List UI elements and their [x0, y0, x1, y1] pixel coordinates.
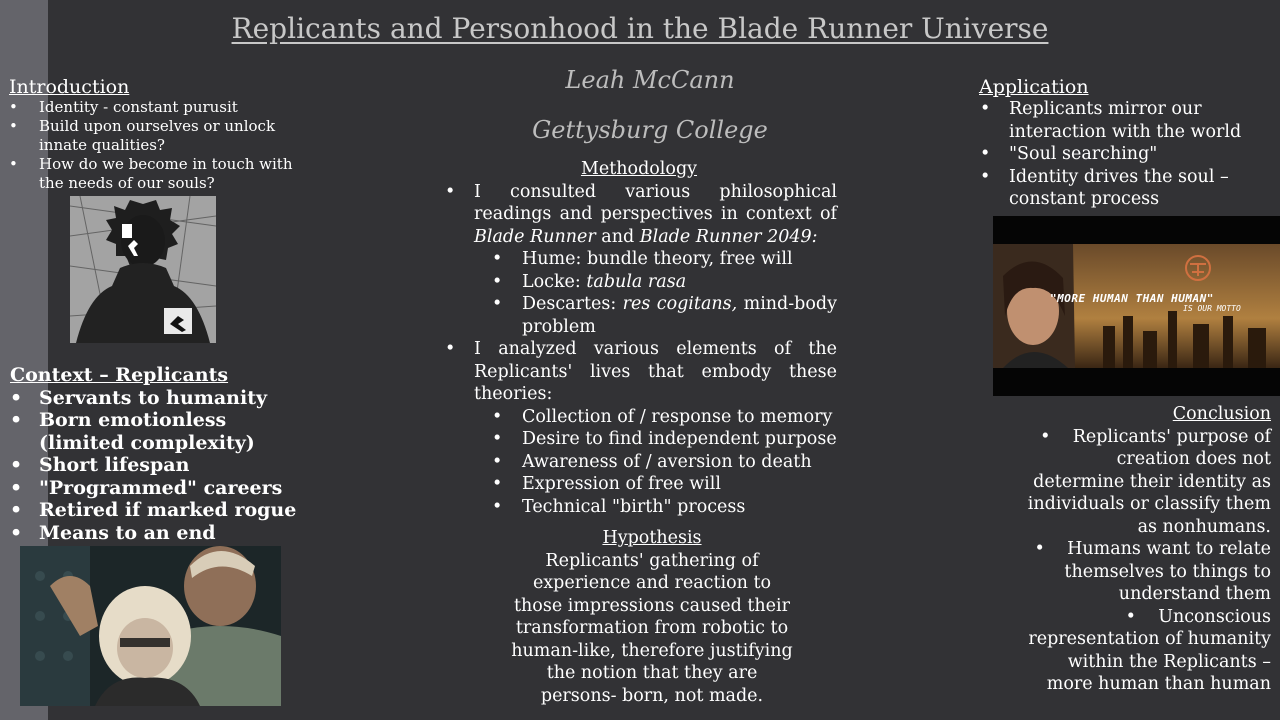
- list-item: • Identity drives the soul – constant process: [979, 166, 1269, 211]
- list-item: [441, 338, 837, 518]
- conclusion-section: [1020, 403, 1271, 696]
- conclusion-text: Humans want to relate themselves to things to understand them: [1064, 539, 1271, 604]
- application-list: [979, 98, 1269, 211]
- list-item: • Servants to humanity: [10, 387, 310, 410]
- application-film-still: [993, 216, 1280, 396]
- list-item: • Awareness of / aversion to death: [441, 451, 837, 474]
- context-heading: Context – Replicants: [10, 364, 229, 386]
- latin-term: tabula rasa: [586, 271, 687, 292]
- method-text: Locke:: [522, 271, 587, 292]
- method-text: mind-body problem: [522, 294, 838, 337]
- hypothesis-text: Replicants' gathering of experience and reaction to those impressions caused their transformation from robotic to human-like, therefore justifying the notion that they are persons- born, not made.: [511, 550, 793, 706]
- introduction-list: [9, 98, 299, 193]
- method-text: I analyzed various elements of the Replicants' lives that embody these theories:: [474, 339, 837, 404]
- methodology-section: [441, 158, 837, 518]
- list-item: • Collection of / response to memory: [441, 406, 837, 429]
- list-item: • How do we become in touch with the needs of our souls?: [9, 155, 299, 193]
- conclusion-heading: Conclusion: [1172, 404, 1271, 424]
- methodology-heading: Methodology: [580, 159, 698, 179]
- list-item: • Hume: bundle theory, free will: [441, 248, 837, 271]
- list-item: • Replicants mirror our interaction with the world: [979, 98, 1269, 143]
- author-name: Leah McCann: [565, 66, 735, 94]
- list-item: [441, 181, 837, 339]
- film-title: Blade Runner 2049:: [639, 226, 818, 247]
- list-item: • "Soul searching": [979, 143, 1269, 166]
- methodology-list: [441, 181, 837, 519]
- application-section: [979, 76, 1269, 211]
- method-text: and: [595, 226, 640, 247]
- list-item: • Build upon ourselves or unlock innate qualities?: [9, 117, 299, 155]
- intro-illustration: [70, 196, 216, 343]
- introduction-heading: Introduction: [9, 76, 130, 98]
- method-text: Descartes:: [522, 294, 623, 314]
- conclusion-text: Replicants' purpose of creation does not determine their identity as individuals or classify them as nonhumans.: [1027, 426, 1271, 537]
- elements-list: [474, 406, 837, 519]
- list-item: [441, 293, 837, 338]
- affiliation: Gettysburg College: [532, 116, 768, 144]
- hypothesis-section: [510, 527, 794, 707]
- conclusion-text: Unconscious representation of humanity within the Replicants – more human than human: [1028, 606, 1271, 694]
- list-item: • Desire to find independent purpose: [441, 428, 837, 451]
- list-item: • "Programmed" careers: [10, 477, 310, 500]
- list-item: • Technical "birth" process: [441, 496, 837, 519]
- list-item: [441, 271, 837, 294]
- introduction-section: [9, 76, 299, 193]
- latin-term: res cogitans,: [622, 294, 738, 314]
- philosophers-list: [474, 248, 837, 338]
- hypothesis-heading: Hypothesis: [602, 528, 702, 548]
- application-heading: Application: [979, 76, 1089, 98]
- list-item: • Means to an end: [10, 522, 310, 545]
- list-item: • Short lifespan: [10, 454, 310, 477]
- context-section: [10, 364, 310, 544]
- film-caption-main: "MORE HUMAN THAN HUMAN": [1050, 292, 1214, 305]
- conclusion-item: • Humans want to relate themselves to things to understand them: [1034, 539, 1271, 604]
- context-list: [10, 387, 310, 545]
- list-item: • Identity - constant purusit: [9, 98, 299, 117]
- method-text: I consulted various philosophical readings and perspectives in context of: [474, 181, 837, 224]
- list-item: • Expression of free will: [441, 473, 837, 496]
- conclusion-item: • Replicants' purpose of creation does not determine their identity as individuals or classify them as nonhumans.: [1027, 426, 1271, 537]
- poster-title: Replicants and Personhood in the Blade Runner Universe: [231, 12, 1049, 45]
- list-item: • Retired if marked rogue: [10, 499, 310, 522]
- film-caption-sub: IS OUR MOTTO: [1183, 304, 1241, 313]
- film-title: Blade Runner: [474, 226, 596, 247]
- conclusion-item: • Unconscious representation of humanity within the Replicants – more human than human: [1028, 606, 1271, 694]
- context-film-still: [20, 546, 281, 706]
- list-item: • Born emotionless (limited complexity): [10, 409, 310, 454]
